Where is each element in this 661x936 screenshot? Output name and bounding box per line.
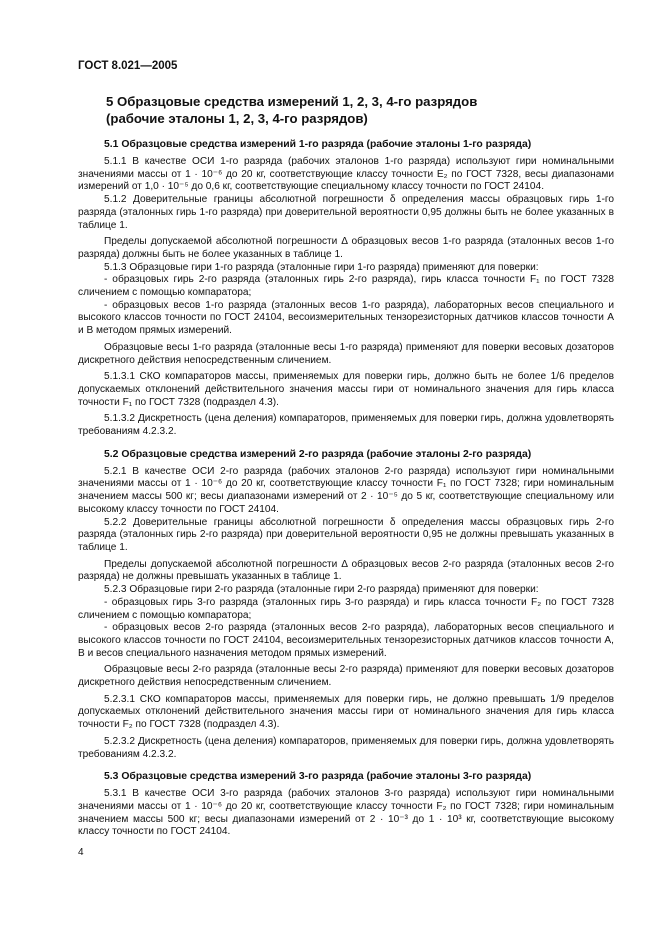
paragraph-5-1-3-1: 5.1.3.1 СКО компараторов массы, применяемых для поверки гирь, должно быть не более 1/6 пределов допускаемых отклонений действительного значения массы гири от номинального значения для гирь класса точности F₁ по ГОСТ 7328 (подраздел 4.3). [78,371,614,408]
list-item: - образцовых весов 2-го разряда (эталонных весов 2-го разряда), лабораторных весов специального и высокого классов точности по ГОСТ 24104, весоизмерительных тензорезисторных датчиков классов точности А, В и весов специального назначения методом прямых измерений. [78,622,614,659]
paragraph-5-1-3: 5.1.3 Образцовые гири 1-го разряда (эталонные гири 1-го разряда) применяют для поверки: [104,261,539,273]
subsection-heading-5-1: 5.1 Образцовые средства измерений 1-го разряда (рабочие эталоны 1-го разряда) [104,139,532,150]
paragraph-5-2-3-scales: Образцовые весы 2-го разряда (эталонные весы 2-го разряда) применяют для поверки весовых дозаторов дискретного действия непосредственным сличением. [78,664,614,689]
list-item: - образцовых гирь 3-го разряда (эталонных гирь 3-го разряда) и гирь класса точности F₂ по ГОСТ 7328 сличением с помощью компаратора; [78,596,614,621]
document-header: ГОСТ 8.021—2005 [78,60,178,72]
document-body [78,138,614,839]
page-number: 4 [78,847,84,858]
section-title-line-2: (рабочие эталоны 1, 2, 3, 4-го разрядов) [106,111,368,126]
list-item: - образцовых весов 1-го разряда (эталонных весов 1-го разряда), лабораторных весов специального и высокого классов точности по ГОСТ 24104, весоизмерительных тензорезисторных датчиков классов точности А и В методом прямых измерений. [78,299,614,337]
section-title [106,93,477,127]
paragraph-5-2-1: 5.2.1 В качестве ОСИ 2-го разряда (рабочих эталонов 2-го разряда) используют гири номинальными значениями массы от 1 · 10⁻⁶ до 20 кг, соответствующие классу точности F₁ по ГОСТ 7328; гири номинальным значением массы 500 кг; весы диапазонами измерений от 2 · 10⁻⁵ до 5 кг, соответствующие специальному или высокому классу точности по ГОСТ 24104. [78,465,614,515]
list-item: - образцовых гирь 2-го разряда (эталонных гирь 2-го разряда), гирь класса точности F₁ по ГОСТ 7328 сличением с помощью компаратора; [78,274,614,299]
paragraph-5-2-2-limits: Пределы допускаемой абсолютной погрешности Δ образцовых весов 2-го разряда (эталонных весов 2-го разряда) не должны превышать указанных в таблице 1. [78,558,614,583]
paragraph-5-1-1: 5.1.1 В качестве ОСИ 1-го разряда (рабочих эталонов 1-го разряда) используют гири номинальными значениями массы от 1 · 10⁻⁶ до 20 кг, соответствующие классу точности E₂ по ГОСТ 7328, весы диапазонами измерений от 1,0 · 10⁻⁵ до 0,6 кг, соответствующие специальному классу точности по ГОСТ 24104. [78,156,614,193]
subsection-heading-5-2: 5.2 Образцовые средства измерений 2-го разряда (рабочие эталоны 2-го разряда) [104,448,532,460]
section-title-line-1: 5 Образцовые средства измерений 1, 2, 3, 4-го разрядов [106,94,478,109]
paragraph-5-1-2: 5.1.2 Доверительные границы абсолютной погрешности δ определения массы образцовых гирь 1-го разряда (эталонных гирь 1-го разряда) при доверительной вероятности 0,95 должны быть не более указанных в таблице 1. [78,194,614,231]
paragraph-5-3-1: 5.3.1 В качестве ОСИ 3-го разряда (рабочих эталонов 3-го разряда) используют гири номинальными значениями массы от 1 · 10⁻⁶ до 20 кг, соответствующие классу точности F₂ по ГОСТ 7328; гири номинальным значением массы 500 кг; весы диапазонами измерений от 2 · 10⁻³ до 1 · 10³ кг, соответствующие высокому классу точности по ГОСТ 24104. [78,788,614,838]
paragraph-5-2-3-1: 5.2.3.1 СКО компараторов массы, применяемых для поверки гирь, не должно превышать 1/9 пределов допускаемых отклонений действительного значения массы гири от номинального значения для гирь класса точности F₂ по ГОСТ 7328 (подраздел 4.3). [78,693,614,731]
paragraph-5-2-3: 5.2.3 Образцовые гири 2-го разряда (эталонные гири 2-го разряда) применяют для поверки: [104,584,539,596]
paragraph-5-2-2: 5.2.2 Доверительные границы абсолютной погрешности δ определения массы образцовых гирь 2-го разряда (эталонных гирь 2-го разряда) при доверительной вероятности 0,95 не должны превышать указанных в таблице 1. [78,516,614,553]
paragraph-5-1-2-limits: Пределы допускаемой абсолютной погрешности Δ образцовых весов 1-го разряда (эталонных весов 1-го разряда) должны быть не более указанных в таблице 1. [78,236,614,260]
paragraph-5-1-3-scales: Образцовые весы 1-го разряда (эталонные весы 1-го разряда) применяют для поверки весовых дозаторов дискретного действия непосредственным сличением. [78,341,614,366]
paragraph-5-1-3-2: 5.1.3.2 Дискретность (цена деления) компараторов, применяемых для поверки гирь, должна удовлетворять требованиям 4.2.3.2. [78,413,614,438]
paragraph-5-2-3-2: 5.2.3.2 Дискретность (цена деления) компараторов, применяемых для поверки гирь, должна удовлетворять требованиям 4.2.3.2. [78,735,614,760]
subsection-heading-5-3: 5.3 Образцовые средства измерений 3-го разряда (рабочие эталоны 3-го разряда) [104,771,532,783]
